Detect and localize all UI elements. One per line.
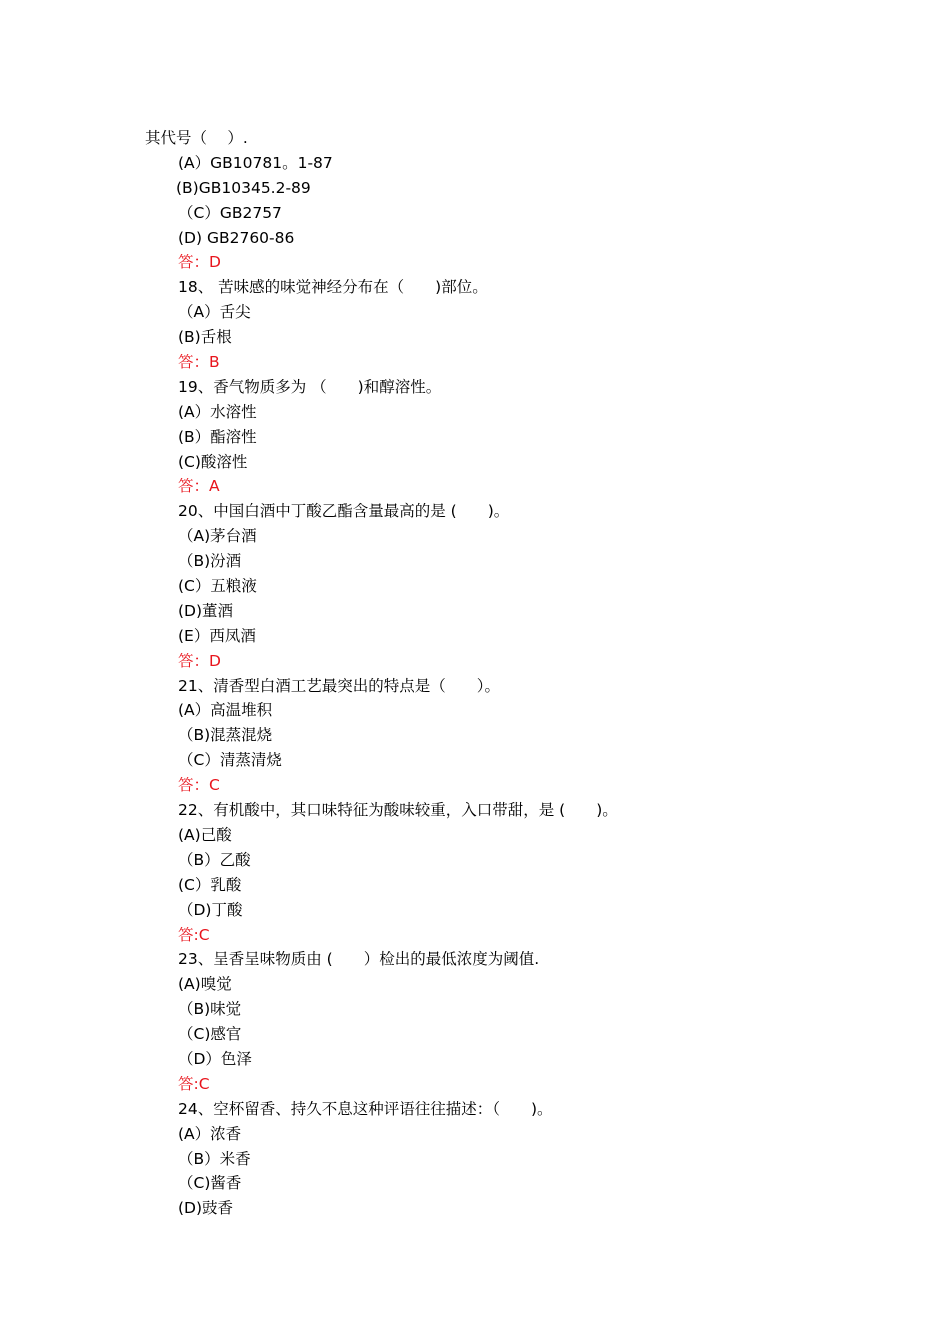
option-line: (C)酸溶性 <box>178 452 248 471</box>
option-line: （C)酱香 <box>178 1174 242 1193</box>
option-line: (A）水溶性 <box>178 402 257 421</box>
option-line: (D) GB2760-86 <box>178 228 295 247</box>
option-line: (D)董酒 <box>178 601 234 620</box>
option-line: (D)豉香 <box>178 1199 234 1218</box>
option-line: （C)感官 <box>178 1025 242 1044</box>
option-line: (A）高温堆积 <box>178 701 273 720</box>
option-line: (E）西凤酒 <box>178 626 256 645</box>
option-line: (C）乳酸 <box>178 875 242 894</box>
option-line: （B)汾酒 <box>178 552 242 571</box>
option-line: (A）GB10781。1-87 <box>178 153 333 172</box>
option-line: (B)舌根 <box>178 328 232 347</box>
option-line: （B)混蒸混烧 <box>178 726 273 745</box>
answer-line: 答：D <box>178 253 221 272</box>
answer-line: 答：A <box>178 477 220 496</box>
option-line: （B）乙酸 <box>178 850 251 869</box>
question-line: 24、空杯留香、持久不息这种评语往往描述：（ )。 <box>178 1099 553 1118</box>
question-line: 23、呈香呈味物质由 ( ）检出的最低浓度为阈值. <box>178 950 540 969</box>
option-line: （B）米香 <box>178 1149 251 1168</box>
answer-line: 答:C <box>178 1074 210 1093</box>
option-line: （A）舌尖 <box>178 303 251 322</box>
option-line: （B)味觉 <box>178 1000 242 1019</box>
document-body <box>0 126 950 1221</box>
question-line: 19、香气物质多为 （ )和醇溶性。 <box>178 377 442 396</box>
option-line: (C）五粮液 <box>178 577 257 596</box>
option-line: (B)GB10345.2-89 <box>176 178 311 197</box>
option-line: (A)嗅觉 <box>178 975 232 994</box>
option-line: （C）GB2757 <box>178 203 282 222</box>
option-line: (A)己酸 <box>178 825 232 844</box>
question-stem-line: 其代号（ ）. <box>145 129 248 147</box>
option-line: (B）酯溶性 <box>178 427 257 446</box>
option-line: （D）色泽 <box>178 1049 252 1068</box>
option-line: (A）浓香 <box>178 1124 242 1143</box>
answer-line: 答:C <box>178 925 210 944</box>
option-line: （C）清蒸清烧 <box>178 751 282 770</box>
question-line: 20、中国白酒中丁酸乙酯含量最高的是 ( )。 <box>178 502 510 521</box>
answer-line: 答：B <box>178 353 220 372</box>
answer-line: 答：D <box>178 651 221 670</box>
question-line: 22、有机酸中，其口味特征为酸味较重，入口带甜，是 ( )。 <box>178 801 618 820</box>
answer-line: 答：C <box>178 776 220 795</box>
option-line: （D)丁酸 <box>178 900 243 919</box>
option-line: （A)茅台酒 <box>178 527 257 546</box>
question-line: 21、清香型白酒工艺最突出的特点是（ ）。 <box>178 676 500 695</box>
question-line: 18、 苦味感的味觉神经分布在（ )部位。 <box>178 278 488 297</box>
